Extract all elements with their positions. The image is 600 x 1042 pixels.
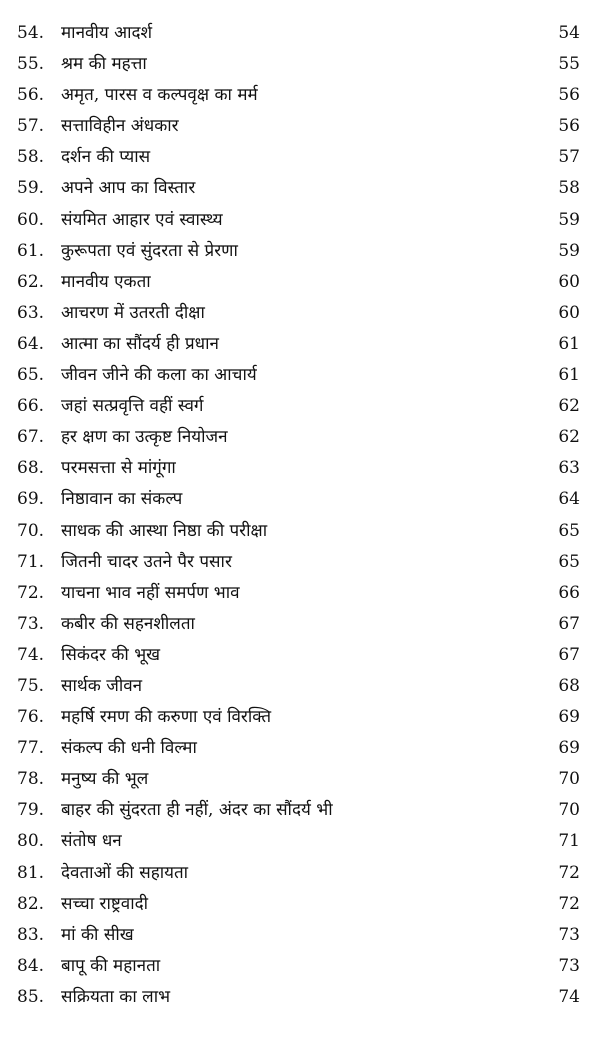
toc-entry-number: 57. (17, 116, 45, 137)
toc-entry-number: 74. (17, 644, 45, 665)
toc-entry-page-number: 62 (558, 427, 580, 448)
toc-entry-page-number: 69 (558, 707, 580, 728)
toc-entry-title: आचरण में उतरती दीक्षा (61, 302, 205, 323)
toc-entry-title: संकल्प की धनी विल्मा (61, 738, 197, 759)
toc-entry-page-number: 61 (558, 333, 580, 354)
toc-entry-number: 58. (17, 147, 45, 168)
toc-entry (0, 640, 600, 671)
toc-entry-number: 85. (17, 986, 45, 1007)
toc-entry (0, 733, 600, 764)
toc-entry-number: 65. (17, 365, 45, 386)
toc-entry-title: साधक की आस्था निष्ठा की परीक्षा (61, 520, 268, 541)
toc-entry-page-number: 54 (558, 23, 580, 43)
toc-entry-number: 69. (17, 489, 45, 510)
toc-entry-page-number: 65 (558, 551, 580, 572)
toc-entry-number: 68. (17, 458, 45, 479)
toc-entry-number: 72. (17, 582, 45, 603)
toc-entry-page-number: 73 (558, 955, 580, 976)
toc-entry-title: निष्ठावान का संकल्प (61, 489, 183, 510)
toc-entry-page-number: 68 (558, 675, 580, 696)
toc-entry-page-number: 56 (558, 85, 580, 106)
toc-entry-title: बाहर की सुंदरता ही नहीं, अंदर का सौंदर्य भी (61, 800, 333, 821)
toc-entry-page-number: 67 (558, 613, 580, 634)
toc-entry-title: मानवीय एकता (61, 271, 151, 292)
toc-entry (0, 142, 600, 173)
toc-entry (0, 702, 600, 733)
toc-entry-page-number: 62 (558, 396, 580, 417)
toc-entry (0, 547, 600, 578)
toc-entry-number: 71. (17, 551, 45, 572)
toc-entry-number: 77. (17, 738, 45, 759)
toc-entry (0, 889, 600, 920)
toc-entry-title: अपने आप का विस्तार (61, 178, 196, 199)
toc-entry-page-number: 60 (558, 302, 580, 323)
toc-entry-number: 67. (17, 427, 45, 448)
toc-entry-title: बापू की महानता (61, 955, 161, 976)
toc-entry-title: महर्षि रमण की करुणा एवं विरक्ति (61, 707, 272, 728)
toc-entry-number: 62. (17, 271, 45, 292)
toc-entry-page-number: 61 (558, 365, 580, 386)
toc-entry-title: सक्रियता का लाभ (61, 986, 171, 1007)
toc-entry-page-number: 70 (558, 769, 580, 790)
toc-entry-title: सार्थक जीवन (61, 675, 143, 696)
toc-entry-title: कुरूपता एवं सुंदरता से प्रेरणा (61, 240, 238, 261)
toc-entry-page-number: 72 (558, 862, 580, 883)
toc-entry-number: 56. (17, 85, 45, 106)
toc-entry-page-number: 60 (558, 271, 580, 292)
toc-entry (0, 49, 600, 80)
toc-entry-title: देवताओं की सहायता (61, 862, 189, 883)
toc-entry-number: 70. (17, 520, 45, 541)
toc-entry (0, 236, 600, 267)
toc-entry-page-number: 59 (558, 209, 580, 230)
toc-entry (0, 578, 600, 609)
toc-entry-page-number: 64 (558, 489, 580, 510)
toc-entry-number: 64. (17, 333, 45, 354)
toc-entry-number: 59. (17, 178, 45, 199)
toc-entry-page-number: 74 (558, 986, 580, 1007)
toc-entry (0, 205, 600, 236)
toc-entry-title: आत्मा का सौंदर्य ही प्रधान (61, 333, 219, 354)
toc-entry (0, 360, 600, 391)
toc-entry-title: अमृत, पारस व कल्पवृक्ष का मर्म (61, 85, 258, 106)
toc-entry-number: 73. (17, 613, 45, 634)
toc-entry-number: 79. (17, 800, 45, 821)
toc-entry-number: 83. (17, 924, 45, 945)
toc-entry-number: 76. (17, 707, 45, 728)
toc-entry (0, 484, 600, 515)
toc-entry (0, 671, 600, 702)
toc-entry-title: संतोष धन (61, 831, 122, 852)
toc-entry-page-number: 72 (558, 893, 580, 914)
toc-entry-title: जीवन जीने की कला का आचार्य (61, 365, 257, 386)
toc-entry-number: 84. (17, 955, 45, 976)
toc-entry-title: श्रम की महत्ता (61, 54, 147, 75)
toc-entry-number: 54. (17, 23, 45, 43)
toc-entry (0, 173, 600, 204)
toc-entry (0, 951, 600, 982)
toc-entry-title: हर क्षण का उत्कृष्ट नियोजन (61, 427, 228, 448)
toc-entry-number: 80. (17, 831, 45, 852)
toc-entry-page-number: 73 (558, 924, 580, 945)
toc-entry-title: मनुष्य की भूल (61, 769, 149, 790)
toc-entry-number: 63. (17, 302, 45, 323)
toc-entry (0, 18, 600, 49)
toc-entry-number: 75. (17, 675, 45, 696)
toc-entry (0, 329, 600, 360)
toc-entry-title: सत्ताविहीन अंधकार (61, 116, 179, 137)
toc-entry (0, 267, 600, 298)
toc-entry (0, 111, 600, 142)
toc-entry-page-number: 57 (558, 147, 580, 168)
toc-entry-title: जहां सत्प्रवृत्ति वहीं स्वर्ग (61, 396, 204, 417)
toc-entry-title: सिकंदर की भूख (61, 644, 161, 665)
toc-entry-page-number: 71 (558, 831, 580, 852)
toc-entry-title: संयमित आहार एवं स्वास्थ्य (61, 209, 223, 230)
toc-entry-page-number: 55 (558, 54, 580, 75)
toc-entry-title: सच्चा राष्ट्रवादी (61, 893, 149, 914)
toc-entry (0, 858, 600, 889)
toc-entry (0, 795, 600, 826)
toc-entry (0, 764, 600, 795)
toc-entry-number: 82. (17, 893, 45, 914)
toc-entry-page-number: 67 (558, 644, 580, 665)
toc-entry-title: जितनी चादर उतने पैर पसार (61, 551, 232, 572)
toc-entry-number: 78. (17, 769, 45, 790)
toc-entry-page-number: 63 (558, 458, 580, 479)
toc-entry (0, 422, 600, 453)
toc-entry (0, 826, 600, 857)
toc-entry-page-number: 56 (558, 116, 580, 137)
toc-entry-title: याचना भाव नहीं समर्पण भाव (61, 582, 240, 603)
toc-entry (0, 920, 600, 951)
toc-entry-number: 60. (17, 209, 45, 230)
toc-entry (0, 609, 600, 640)
toc-entry-page-number: 65 (558, 520, 580, 541)
toc-entry-page-number: 59 (558, 240, 580, 261)
toc-entry-page-number: 69 (558, 738, 580, 759)
table-of-contents (0, 18, 600, 1013)
toc-entry-title: दर्शन की प्यास (61, 147, 151, 168)
toc-entry (0, 982, 600, 1013)
toc-entry-page-number: 70 (558, 800, 580, 821)
toc-entry-title: कबीर की सहनशीलता (61, 613, 195, 634)
toc-entry-page-number: 66 (558, 582, 580, 603)
toc-entry (0, 516, 600, 547)
toc-entry-title: परमसत्ता से मांगूंगा (61, 458, 176, 479)
toc-entry-number: 66. (17, 396, 45, 417)
toc-entry-number: 81. (17, 862, 45, 883)
toc-entry (0, 80, 600, 111)
toc-entry-title: मानवीय आदर्श (61, 23, 153, 43)
toc-entry (0, 391, 600, 422)
toc-entry (0, 298, 600, 329)
toc-entry-page-number: 58 (558, 178, 580, 199)
toc-entry-number: 61. (17, 240, 45, 261)
toc-entry-title: मां की सीख (61, 924, 134, 945)
toc-entry-number: 55. (17, 54, 45, 75)
toc-entry (0, 453, 600, 484)
